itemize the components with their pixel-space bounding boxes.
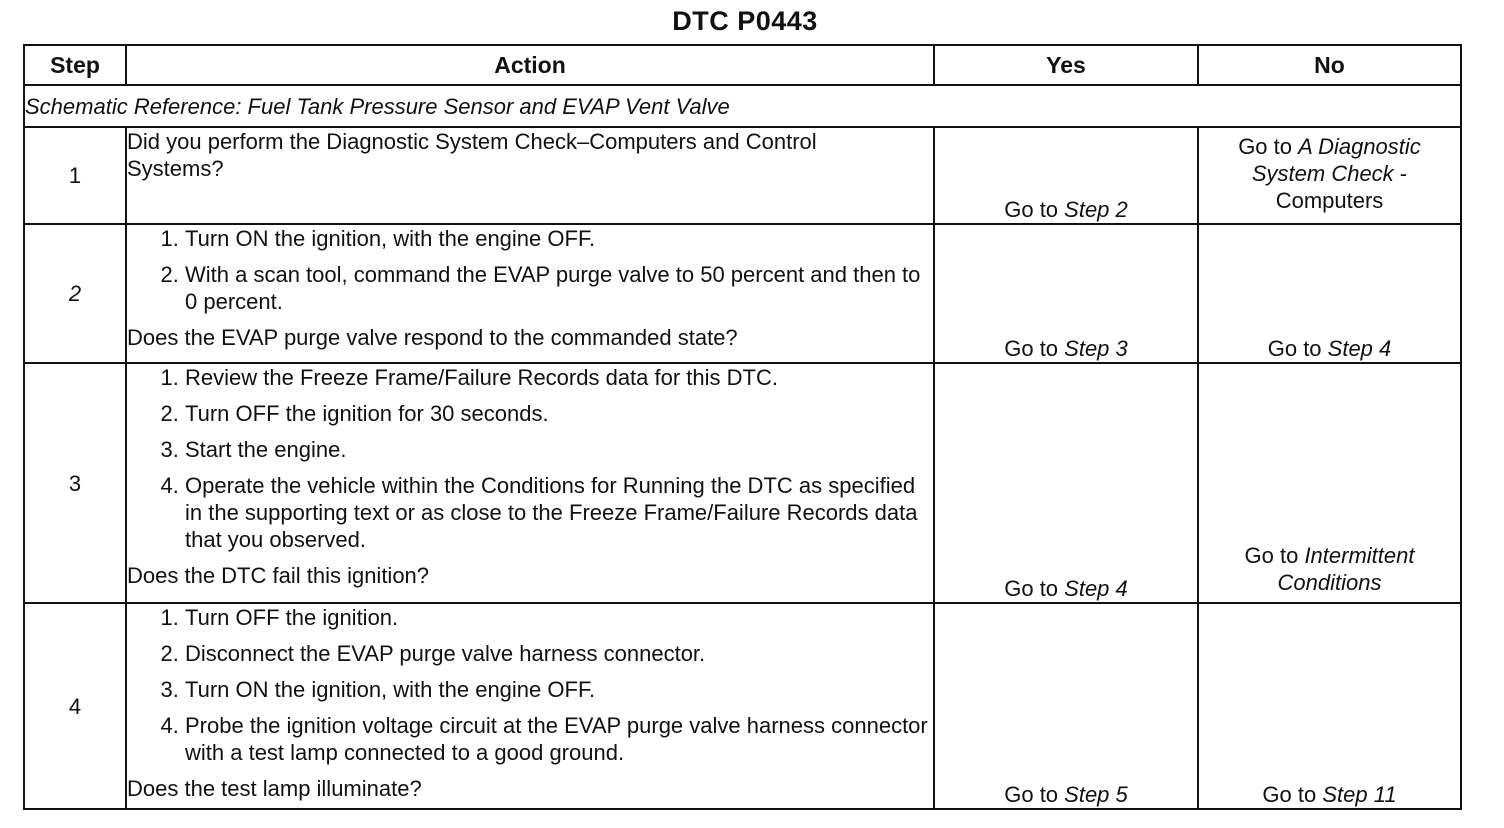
no-target-link[interactable]: Intermittent Conditions: [1277, 543, 1415, 595]
instruction-item: 2. Turn OFF the ignition for 30 seconds.: [185, 400, 933, 427]
instruction-item: 3. Start the engine.: [185, 436, 933, 463]
no-cell: [1198, 363, 1461, 603]
no-cell: [1198, 224, 1461, 363]
step-number: 3: [24, 363, 126, 603]
action-text: Did you perform the Diagnostic System Check–Computers and Control Systems?: [127, 129, 817, 181]
yes-cell: [934, 363, 1198, 603]
no-prefix: Go to: [1262, 782, 1323, 807]
yes-prefix: Go to: [1004, 336, 1065, 361]
question-text: Does the EVAP purge valve respond to the commanded state?: [127, 325, 738, 350]
header-step: Step: [24, 45, 126, 85]
no-prefix: Go to: [1267, 336, 1328, 361]
header-row: [24, 45, 1461, 85]
step-number: 2: [24, 224, 126, 363]
no-suffix: - Computers: [1275, 161, 1408, 213]
no-target-link[interactable]: Step 11: [1322, 782, 1397, 807]
yes-cell: [934, 224, 1198, 363]
yes-target-link[interactable]: Step 4: [1064, 576, 1128, 601]
instruction-list: [127, 225, 933, 315]
step-row: [24, 224, 1461, 363]
no-prefix: Go to: [1244, 543, 1305, 568]
instruction-item: 2. Disconnect the EVAP purge valve harness connector.: [185, 640, 933, 667]
instruction-item: 2. With a scan tool, command the EVAP purge valve to 50 percent and then to 0 percent.: [185, 261, 933, 315]
instruction-item: 3. Turn ON the ignition, with the engine OFF.: [185, 676, 933, 703]
step-row: [24, 127, 1461, 224]
yes-target-link[interactable]: Step 3: [1064, 336, 1128, 361]
yes-cell: [934, 127, 1198, 224]
yes-prefix: Go to: [1004, 197, 1065, 222]
no-cell: [1198, 127, 1461, 224]
diagnostic-table: [23, 44, 1462, 810]
instruction-item: 1. Turn ON the ignition, with the engine OFF.: [185, 225, 933, 252]
instruction-item: 1. Review the Freeze Frame/Failure Records data for this DTC.: [185, 364, 933, 391]
yes-prefix: Go to: [1004, 782, 1065, 807]
no-target-link[interactable]: Step 4: [1327, 336, 1392, 361]
schematic-reference: Schematic Reference: Fuel Tank Pressure Sensor and EVAP Vent Valve: [24, 85, 1461, 127]
instruction-list: [127, 604, 933, 766]
step-row: [24, 363, 1461, 603]
header-action: Action: [126, 45, 934, 85]
no-target-link[interactable]: A Diagnostic System Check: [1251, 134, 1421, 186]
step-row: [24, 603, 1461, 809]
header-no: No: [1198, 45, 1461, 85]
step-number: 4: [24, 603, 126, 809]
instruction-item: 4. Probe the ignition voltage circuit at the EVAP purge valve harness connector with a test lamp connected to a good ground.: [185, 712, 933, 766]
question-text: Does the test lamp illuminate?: [127, 776, 422, 801]
action-cell: [126, 127, 934, 224]
question-text: Does the DTC fail this ignition?: [127, 563, 430, 588]
header-yes: Yes: [934, 45, 1198, 85]
action-cell: [126, 224, 934, 363]
step-number: 1: [24, 127, 126, 224]
schematic-row: [24, 85, 1461, 127]
no-cell: [1198, 603, 1461, 809]
instruction-item: 1. Turn OFF the ignition.: [185, 604, 933, 631]
no-prefix: Go to: [1238, 134, 1299, 159]
document-title: DTC P0443: [672, 6, 818, 36]
action-cell: [126, 363, 934, 603]
yes-cell: [934, 603, 1198, 809]
action-cell: [126, 603, 934, 809]
instruction-item: 4. Operate the vehicle within the Conditions for Running the DTC as specified in the supporting text or as close to the Freeze Frame/Failure Records data that you observed.: [185, 472, 933, 553]
yes-target-link[interactable]: Step 2: [1064, 197, 1128, 222]
yes-target-link[interactable]: Step 5: [1064, 782, 1128, 807]
yes-prefix: Go to: [1004, 576, 1065, 601]
instruction-list: [127, 364, 933, 553]
